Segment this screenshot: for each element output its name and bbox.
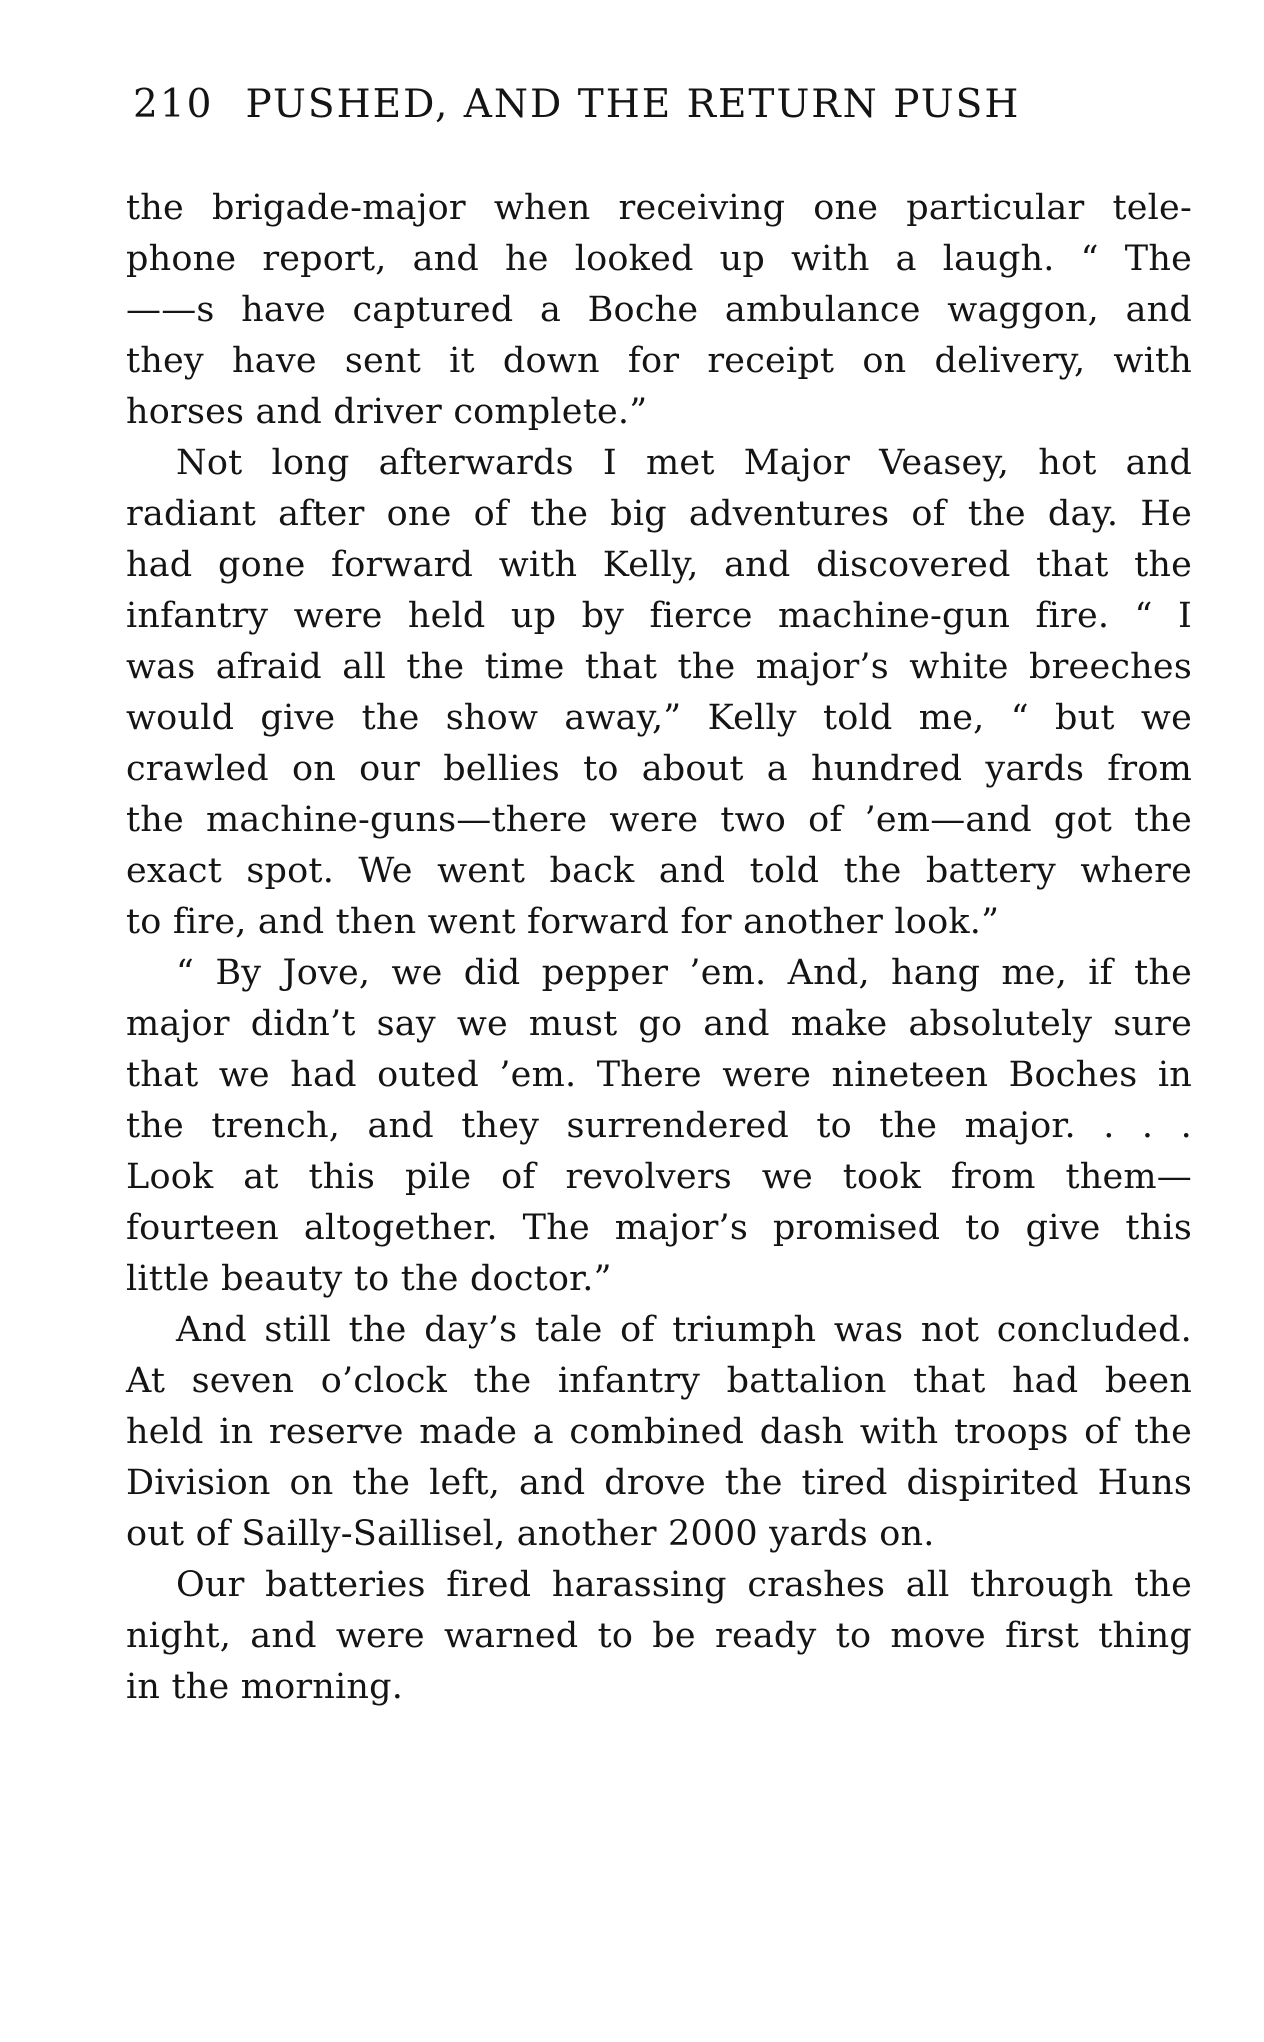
text-line: Our batteries fired harassing crashes all through the [176, 1565, 1192, 1605]
text-line: the brigade-major when receiving one particular tele- [126, 188, 1192, 228]
text-line: phone report, and he looked up with a laugh. “ The [126, 239, 1192, 279]
text-line: horses and driver complete.” [126, 392, 648, 432]
running-title: PUSHED, AND THE RETURN PUSH [245, 82, 1021, 127]
text-line: Not long afterwards I met Major Veasey, hot and [176, 443, 1192, 483]
text-line: in the morning. [126, 1667, 404, 1707]
page-number: 210 [133, 82, 214, 127]
text-line: fourteen altogether. The major’s promised to give this [126, 1208, 1192, 1248]
text-line: Look at this pile of revolvers we took from them— [126, 1157, 1192, 1197]
text-line: that we had outed ’em. There were nineteen Boches in [126, 1055, 1192, 1095]
text-line: At seven o’clock the infantry battalion that had been [126, 1361, 1192, 1401]
text-line: major didn’t say we must go and make absolutely sure [126, 1004, 1192, 1044]
running-head [133, 82, 1193, 142]
text-line: the trench, and they surrendered to the major. . . . [126, 1106, 1192, 1146]
text-line: exact spot. We went back and told the battery where [126, 851, 1192, 891]
text-line: “ By Jove, we did pepper ’em. And, hang me, if the [176, 953, 1192, 993]
body-text [126, 183, 1192, 1713]
text-line: And still the day’s tale of triumph was not concluded. [176, 1310, 1192, 1350]
text-line: they have sent it down for receipt on delivery, with [126, 341, 1192, 381]
text-line: had gone forward with Kelly, and discovered that the [126, 545, 1192, 585]
text-line: the machine-guns—there were two of ’em—and got the [126, 800, 1192, 840]
text-line: out of Sailly-Saillisel, another 2000 yards on. [126, 1514, 935, 1554]
text-line: held in reserve made a combined dash with troops of the [126, 1412, 1192, 1452]
text-line: was afraid all the time that the major’s white breeches [126, 647, 1192, 687]
text-line: ——s have captured a Boche ambulance waggon, and [126, 290, 1192, 330]
text-line: to fire, and then went forward for another look.” [126, 902, 1000, 942]
text-line: infantry were held up by fierce machine-gun fire. “ I [126, 596, 1192, 636]
text-line: radiant after one of the big adventures of the day. He [126, 494, 1192, 534]
text-line: Division on the left, and drove the tired dispirited Huns [126, 1463, 1192, 1503]
text-line: night, and were warned to be ready to move first thing [126, 1616, 1192, 1656]
text-line: would give the show away,” Kelly told me, “ but we [126, 698, 1192, 738]
text-line: little beauty to the doctor.” [126, 1259, 612, 1299]
text-line: crawled on our bellies to about a hundred yards from [126, 749, 1192, 789]
